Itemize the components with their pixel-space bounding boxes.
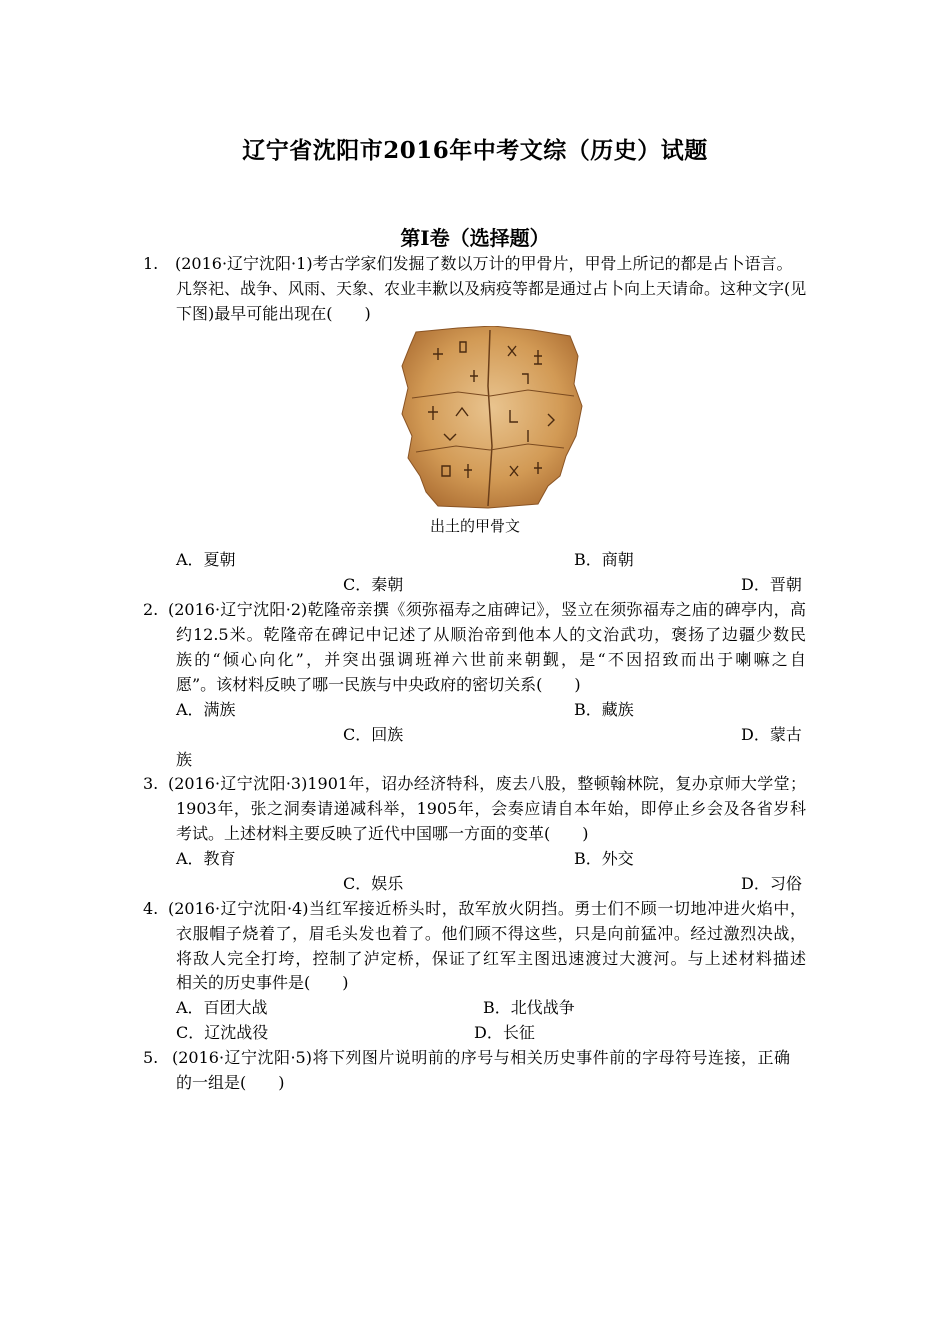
q1-line-1: (2016·辽宁沈阳·1)考古学家们发掘了数以万计的甲骨片，甲骨上所记的都是占卜语言。 — [175, 254, 793, 273]
q1-line-2: 凡祭祀、战争、风雨、天象、农业丰歉以及病疫等都是通过占卜向上天请命。这种文字(见 — [176, 279, 807, 298]
q4-line-2: 衣服帽子烧着了，眉毛头发也着了。他们顾不得这些，只是向前猛冲。经过激烈决战， — [176, 924, 806, 943]
q1-number: 1. — [143, 254, 159, 273]
q4-option-c: C．辽沈战役 — [176, 1023, 269, 1042]
q3-number: 3. — [143, 774, 159, 793]
q4-number: 4. — [143, 899, 159, 918]
q3-line-2: 1903年，张之洞奏请递减科举，1905年，会奏应请自本年始，即停止乡会及各省岁科 — [176, 799, 806, 818]
q2-option-d-continued: 族 — [176, 750, 193, 769]
oracle-bone-image — [398, 326, 584, 510]
q2-option-d: D．蒙古 — [741, 725, 802, 744]
q4-option-b: B．北伐战争 — [483, 998, 575, 1017]
q2-line-1: (2016·辽宁沈阳·2)乾隆帝亲撰《须弥福寿之庙碑记》，竖立在须弥福寿之庙的碑亭内，高 — [168, 600, 806, 619]
q1-option-a: A．夏朝 — [176, 550, 236, 569]
q4-option-d: D．长征 — [474, 1023, 535, 1042]
q4-line-4: 相关的历史事件是( ) — [176, 973, 349, 992]
q2-option-a: A．满族 — [176, 700, 236, 719]
q2-line-4: 愿”。该材料反映了哪一民族与中央政府的密切关系( ) — [176, 675, 581, 694]
q1-option-d: D．晋朝 — [741, 575, 802, 594]
image-caption: 出土的甲骨文 — [429, 517, 520, 535]
q5-number: 5. — [143, 1048, 159, 1067]
q3-option-d: D．习俗 — [741, 874, 802, 893]
q2-line-2: 约12.5米。乾隆帝在碑记中记述了从顺治帝到他本人的文治武功，褒扬了边疆少数民 — [176, 625, 806, 644]
q3-option-b: B．外交 — [574, 849, 634, 868]
q3-option-c: C．娱乐 — [343, 874, 404, 893]
q2-option-c: C．回族 — [343, 725, 404, 744]
q2-number: 2. — [143, 600, 159, 619]
q5-line-1: (2016·辽宁沈阳·5)将下列图片说明前的序号与相关历史事件前的字母符号连接，正确 — [172, 1048, 790, 1067]
q3-line-1: (2016·辽宁沈阳·3)1901年，诏办经济特科，废去八股，整顿翰林院，复办京师大学堂； — [168, 774, 806, 793]
q1-option-b: B．商朝 — [574, 550, 634, 569]
q2-option-b: B．藏族 — [574, 700, 634, 719]
q3-line-3: 考试。上述材料主要反映了近代中国哪一方面的变革( ) — [176, 824, 589, 843]
q4-option-a: A．百团大战 — [176, 998, 268, 1017]
page-title: 辽宁省沈阳市2016年中考文综（历史）试题 — [242, 137, 708, 164]
q3-option-a: A．教育 — [176, 849, 236, 868]
section-heading: 第I卷（选择题） — [400, 226, 550, 250]
q1-line-3: 下图)最早可能出现在( ) — [176, 304, 371, 323]
q4-line-3: 将敌人完全打垮，控制了泸定桥，保证了红军主图迅速渡过大渡河。与上述材料描述 — [176, 949, 806, 968]
q5-line-2: 的一组是( ) — [176, 1073, 285, 1092]
q1-option-c: C．秦朝 — [343, 575, 404, 594]
q2-line-3: 族的“倾心向化”，并突出强调班禅六世前来朝觐，是“不因招致而出于喇嘛之自 — [176, 650, 806, 669]
q4-line-1: (2016·辽宁沈阳·4)当红军接近桥头时，敌军放火阴挡。勇士们不顾一切地冲进火焰中， — [168, 899, 806, 918]
